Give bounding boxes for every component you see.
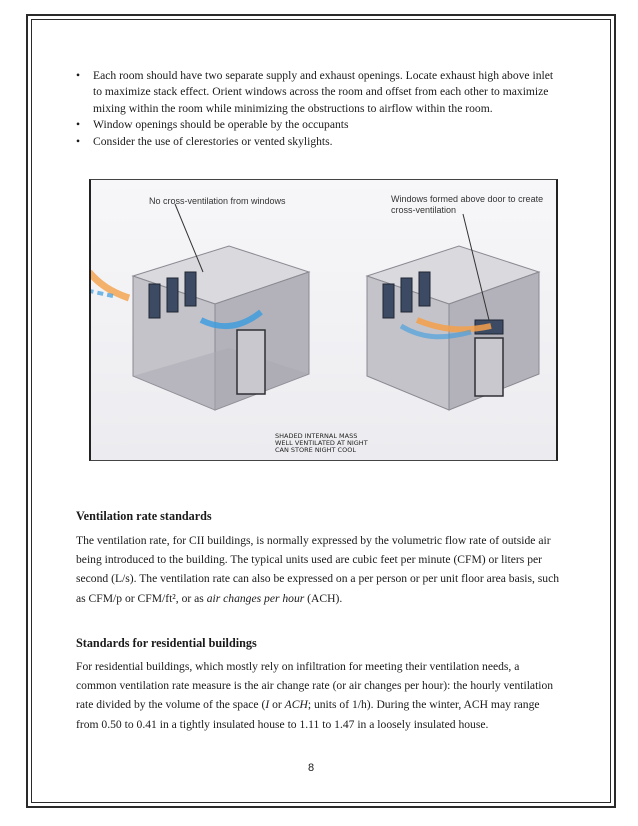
bullet-dot-icon: • <box>76 118 81 132</box>
svg-text:SHADED INTERNAL MASS: SHADED INTERNAL MASS <box>275 432 358 440</box>
bullet-item: • Window openings should be operable by the occupants <box>76 117 560 133</box>
section-heading-residential: Standards for residential buildings <box>76 636 257 650</box>
bullet-item: • Consider the use of clerestories or vented skylights. <box>76 134 560 150</box>
right-room-door <box>475 338 503 396</box>
left-figure-label: No cross-ventilation from windows <box>149 196 286 206</box>
right-figure-label-line2: cross-ventilation <box>391 205 457 215</box>
section-heading-ventilation-rate: Ventilation rate standards <box>76 509 212 523</box>
ventilation-figure <box>89 179 558 461</box>
ventilation-rate-paragraph: The ventilation rate, for CII buildings, is normally expressed by the volumetric flow rate of outside air being introduced to the building. The typical units used are cubic feet per minute (CFM) or liters per second (L/s). The ventilation rate can also be expressed on a per person or per unit floor area basis, such as CFM/p or CFM/ft², or as air changes per hour (ACH). <box>76 534 560 605</box>
bullet-section <box>76 68 560 150</box>
bullet-item: • Each room should have two separate supply and exhaust openings. Locate exhaust high above inlet to maximize stack effect. Orient windows across the room and offset from each other to maximize mixing within the room while minimizing the obstructions to airflow within the room. <box>76 69 554 115</box>
svg-text:WELL VENTILATED AT NIGHT: WELL VENTILATED AT NIGHT <box>275 439 368 447</box>
bullet-dot-icon: • <box>76 69 81 82</box>
ventilation-diagram <box>91 180 556 460</box>
bullet-list <box>76 68 560 150</box>
bullet-dot-icon: • <box>76 134 81 148</box>
left-room-door <box>237 330 265 394</box>
page-number: 8 <box>308 762 315 774</box>
figure-caption <box>275 432 368 454</box>
right-figure-label-line1: Windows formed above door to create <box>391 194 544 204</box>
svg-text:CAN STORE NIGHT COOL: CAN STORE NIGHT COOL <box>275 446 356 454</box>
residential-paragraph: For residential buildings, which mostly rely on infiltration for meeting their ventilation needs, a common ventilation rate measure is the air change rate (or air changes per hour): the hourly ventilation rate divided by the volume of the space (I or ACH; units of 1/h). During the winter, ACH may range from 0.50 to 0.41 in a tightly insulated house to 1.11 to 1.47 in a loosely insulated house. <box>76 660 554 731</box>
